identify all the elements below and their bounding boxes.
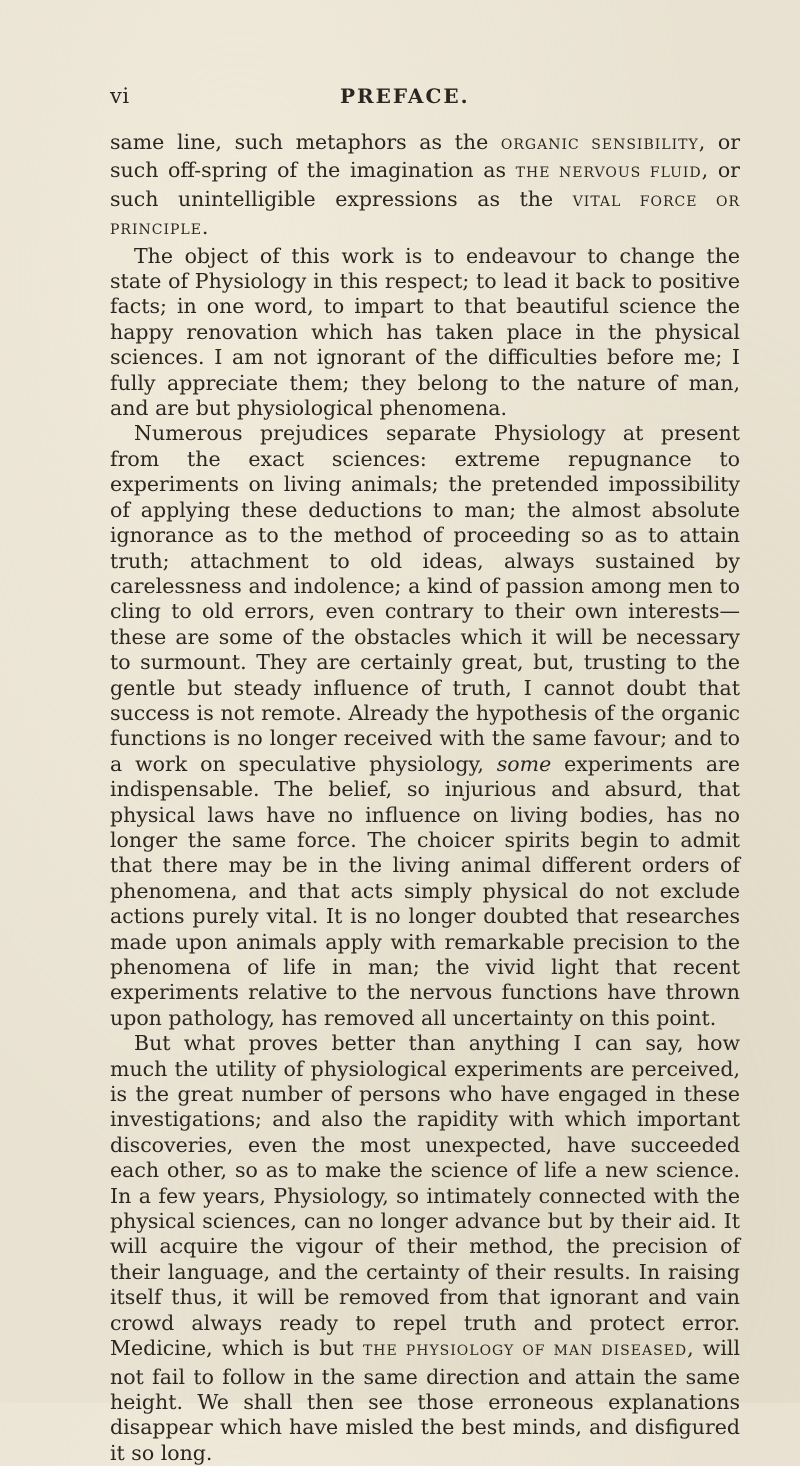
italic-emphasis: some (496, 751, 552, 776)
text-run: . (201, 215, 209, 240)
small-caps-term: THE PHYSIOLOGY OF MAN DISEASED (362, 1343, 688, 1360)
page-number: vi (110, 84, 130, 108)
text-run: The object of this work is to endeavour to change the state of Physiology in this respect; to lead it back to positive facts; in one word, to impart to that beautiful science the happy renovation which has taken place in the physical sciences. I am not ignorant of the difficulties before me; I fully appreciate them; they belong to the nature of man, and are but physiological phenomena. (110, 243, 740, 421)
small-caps-term: VITAL FORCE OR PRINCIPLE (110, 193, 740, 239)
paragraph-object-of-work (110, 244, 740, 422)
text-run: experiments are indispensable. The belief, so injurious and absurd, that physical laws have no influence on living bodies, has no longer the same force. The choicer spirits begin to admit that there may be in the living animal different orders of phenomena, and that acts simply physical do not exclude actions purely vital. It is no longer doubted that researches made upon animals apply with remarkable precision to the phenomena of life in man; the vivid light that recent experiments relative to the nervous functions have thrown upon pathology, has removed all uncertainty on this point. (110, 751, 740, 1030)
body-text (110, 130, 740, 1466)
running-title: PREFACE. (340, 84, 470, 108)
paragraph-continued (110, 130, 740, 244)
text-run: , or such off-spring of the imagination as (110, 130, 740, 183)
text-run: , or such unintelligible expressions as the (110, 158, 740, 211)
running-head (110, 68, 740, 112)
paragraph-utility (110, 1031, 740, 1466)
text-run: , will not fail to follow in the same direction and attain the same height. We shall then see those erroneous explanations disappear which have misled the best minds, and disfigured it so long. (110, 1336, 740, 1465)
text-run: But what proves better than anything I can say, how much the utility of physiological experiments are perceived, is the great number of persons who have engaged in these investigations; and also the rapidity with which important discoveries, even the most unexpected, have succeeded each other, so as to make the science of life a new science. In a few years, Physiology, so intimately connected with the physical sciences, can no longer advance but by their aid. It will acquire the vigour of their method, the precision of their language, and the certainty of their results. In raising itself thus, it will be removed from that ignorant and vain crowd always ready to repel truth and protect error. Medicine, which is but (110, 1031, 740, 1361)
paragraph-prejudices (110, 421, 740, 1031)
small-caps-term: THE NERVOUS FLUID (515, 165, 702, 182)
text-run: same line, such metaphors as the (110, 130, 501, 154)
text-run: Numerous prejudices separate Physiology at present from the exact sciences: extreme repugnance to experiments on living animals; the pretended impossibility of applying these deductions to man; the almost absolute ignorance as to the method of proceeding so as to attain truth; attachment to old ideas, always sustained by carelessness and indolence; a kind of passion among men to cling to old errors, even contrary to their own interests—these are some of the obstacles which it will be necessary to surmount. They are certainly great, but, trusting to the gentle but steady influence of truth, I cannot doubt that success is not remote. Already the hypothesis of the organic functions is no longer received with the same favour; and to a work on speculative physiology, (110, 421, 740, 776)
small-caps-term: ORGANIC SENSIBILITY (500, 137, 699, 153)
